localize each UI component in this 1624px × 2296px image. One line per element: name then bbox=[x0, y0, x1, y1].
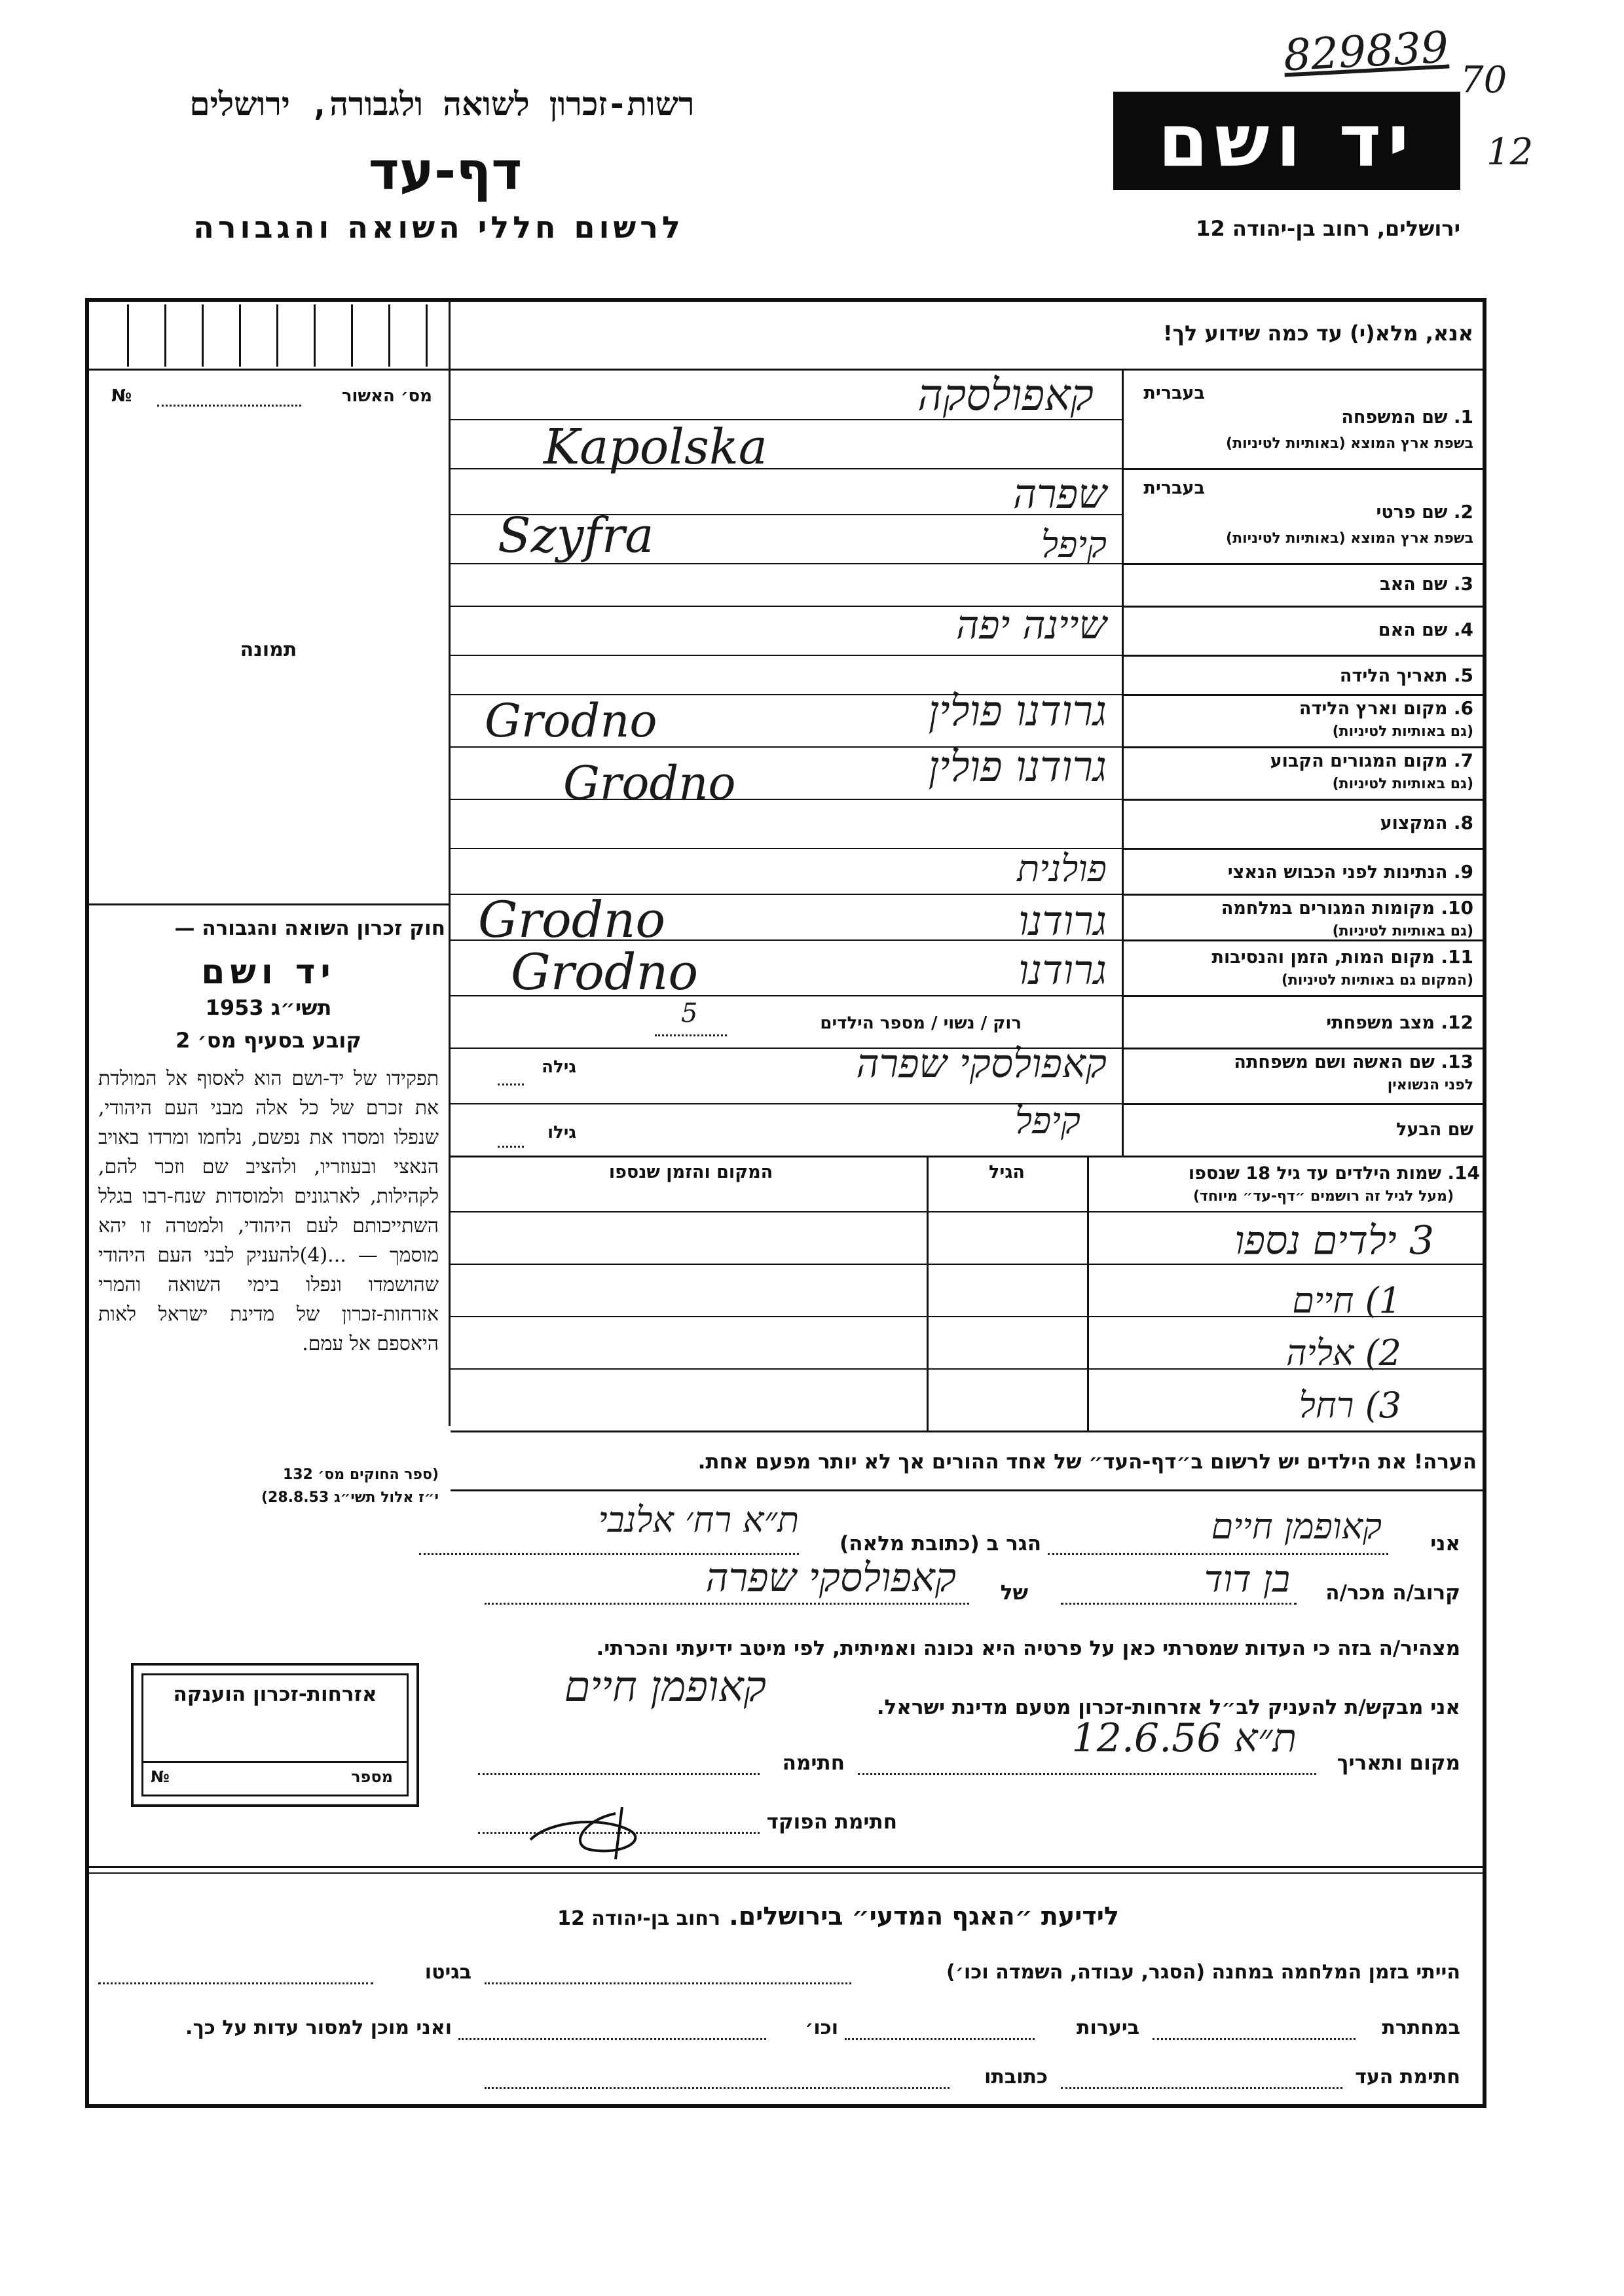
field-3-value[interactable]: קיפל bbox=[1041, 524, 1107, 566]
footer-line2-d: ואני מוכן למסור עדות על כך. bbox=[185, 2016, 452, 2039]
authority-name: רשות-זכרון לשואה ולגבורה, ירושלים bbox=[189, 85, 695, 123]
field-13-num: 13. bbox=[1441, 1051, 1473, 1072]
field-5-num: 5. bbox=[1453, 665, 1473, 686]
declaration-statement: מצהיר/ה בזה כי העדות שמסרתי כאן על פרטיה היא נכונה ואמיתית, לפי מיטב ידיעתי והכרתי. bbox=[596, 1637, 1460, 1660]
approval-no-mark: № bbox=[111, 386, 132, 406]
archive-number: 829839 bbox=[1282, 22, 1450, 81]
field-4-name: שם האם bbox=[1378, 620, 1448, 640]
field-9-label bbox=[1133, 861, 1473, 883]
declaration-of-label: של bbox=[1000, 1581, 1028, 1605]
field-1-num: 1. bbox=[1453, 406, 1473, 428]
husband-value[interactable]: קיפל bbox=[1014, 1100, 1080, 1142]
field-4-value[interactable]: שיינה יפה bbox=[955, 602, 1107, 648]
field-6-label bbox=[1133, 697, 1473, 719]
field-11-heb-value[interactable]: גרודנו bbox=[1018, 946, 1107, 994]
field-6-note: (גם באותיות לטיניות) bbox=[1332, 723, 1473, 740]
field-6-num: 6. bbox=[1453, 697, 1473, 719]
child-3[interactable]: 3) רחל bbox=[1299, 1385, 1401, 1426]
citizenship-box-title: אזרחות-זכרון הוענקה bbox=[173, 1683, 377, 1706]
field-13-name: שם האשה ושם משפחתה bbox=[1234, 1052, 1435, 1072]
field-8-num: 8. bbox=[1453, 812, 1473, 833]
page-title: דף-עד bbox=[368, 141, 523, 202]
field-13-value[interactable]: קאפולסקי שפרה bbox=[856, 1041, 1107, 1087]
photo-label: תמונה bbox=[240, 638, 297, 661]
officer-signature bbox=[524, 1794, 655, 1866]
field-7-name: מקום המגורים הקבוע bbox=[1270, 751, 1448, 771]
field-2-latin-label: בשפת ארץ המוצא (באותיות לטיניות) bbox=[1226, 530, 1473, 547]
field-2-heb-value[interactable]: שפרה bbox=[1012, 470, 1107, 518]
field-12-num: 12. bbox=[1441, 1011, 1473, 1033]
field-1-heb-value[interactable]: קאפולסקה bbox=[917, 370, 1094, 420]
declaration-residing-label: הגר ב (כתובת מלאה) bbox=[840, 1532, 1041, 1556]
field-9-num: 9. bbox=[1453, 861, 1473, 883]
declaration-relative-value[interactable]: בן דוד bbox=[1204, 1558, 1290, 1601]
corner-mark-1: 70 bbox=[1460, 59, 1507, 101]
place-date-label: מקום ותאריך bbox=[1337, 1751, 1460, 1775]
field-1-latin-label: בשפת ארץ המוצא (באותיות לטיניות) bbox=[1226, 435, 1473, 452]
field-12-children-count[interactable]: 5 bbox=[681, 998, 698, 1029]
declaration-i-value[interactable]: קאופמן חיים bbox=[1211, 1506, 1382, 1547]
field-7-note: (גם באותיות לטיניות) bbox=[1332, 776, 1473, 792]
footer-title bbox=[458, 1902, 1218, 1931]
law-title: חוק זכרון השואה והגבורה — bbox=[174, 917, 445, 940]
field-4-label bbox=[1133, 619, 1473, 640]
officer-label: חתימת הפוקד bbox=[766, 1810, 897, 1834]
law-name: יד ושם bbox=[201, 953, 336, 992]
field-13-label bbox=[1133, 1051, 1473, 1072]
field-2-label bbox=[1218, 501, 1473, 522]
law-year: תשי״ג 1953 bbox=[205, 995, 332, 1020]
remark-text: הערה! את הילדים יש לרשום ב״דף-העד״ של אחד ההורים אך לא יותר מפעם אחת. bbox=[697, 1450, 1477, 1474]
footer-line2-c: וכו׳ bbox=[805, 2016, 838, 2039]
yad-vashem-logo bbox=[1113, 92, 1460, 190]
footer-line3-b: כתובתו bbox=[984, 2066, 1048, 2088]
children-header-note[interactable]: 3 ילדים נספו bbox=[1234, 1218, 1434, 1264]
child-2[interactable]: 2) אליה bbox=[1285, 1332, 1401, 1374]
field-10-label bbox=[1133, 897, 1473, 919]
field-1-heb-label: בעברית bbox=[1143, 383, 1205, 403]
corner-mark-2: 12 bbox=[1486, 131, 1534, 173]
children-col-age: הגיל bbox=[989, 1162, 1025, 1182]
declaration-request: אני מבקש/ת להעניק לב״ל אזרחות-זכרון מטעם מדינת ישראל. bbox=[876, 1696, 1460, 1719]
field-9-value[interactable]: פולנית bbox=[1017, 848, 1107, 890]
field-7-label bbox=[1133, 750, 1473, 771]
footer-line1-a: הייתי בזמן המלחמה במחנה (הסגר, עבודה, השמדה וכו׳) bbox=[946, 1961, 1460, 1984]
field-10-heb-value[interactable]: גרודנו bbox=[1018, 897, 1107, 945]
declaration-residing-value[interactable]: ת״א רח׳ אלנבי bbox=[598, 1499, 799, 1540]
field-7-heb-value[interactable]: גרודנו פולין bbox=[928, 743, 1107, 792]
field-9-name: הנתינות לפני הכבוש הנאצי bbox=[1227, 862, 1448, 883]
field-7-num: 7. bbox=[1453, 750, 1473, 771]
approval-number-label: מס׳ האשור bbox=[341, 386, 432, 406]
field-6-name: מקום וארץ הלידה bbox=[1299, 699, 1448, 719]
declaration-relative-label: קרוב/ה מכר/ה bbox=[1325, 1581, 1460, 1605]
field-11-label bbox=[1133, 946, 1473, 968]
field-2-name: שם פרטי bbox=[1376, 502, 1448, 522]
field-13-note: לפני הנשואין bbox=[1387, 1077, 1473, 1093]
children-num: 14. bbox=[1447, 1162, 1480, 1184]
page-subtitle: לרשום חללי השואה והגבורה bbox=[193, 210, 684, 245]
law-clause: קובע בסעיף מס׳ 2 bbox=[175, 1028, 361, 1053]
field-2-num: 2. bbox=[1453, 501, 1473, 522]
field-3-label bbox=[1133, 573, 1473, 594]
field-10-note: (גם באותיות לטיניות) bbox=[1332, 923, 1473, 939]
logo-text: יד ושם bbox=[1158, 99, 1416, 183]
field-7-latin-value[interactable]: Grodno bbox=[563, 756, 736, 810]
child-1[interactable]: 1) חיים bbox=[1292, 1280, 1401, 1321]
footer-address: רחוב בן-יהודה 12 bbox=[557, 1907, 721, 1930]
husband-age-label: גילו bbox=[547, 1123, 576, 1142]
citizenship-box-no: № bbox=[151, 1768, 170, 1786]
footer-line2-a: במחתרת bbox=[1382, 2016, 1460, 2039]
footer-line1-b: בגיטו bbox=[424, 1961, 471, 1984]
field-1-name: שם המשפחה bbox=[1341, 407, 1448, 428]
place-date-value[interactable]: ת״א 12.6.56 bbox=[1071, 1715, 1297, 1761]
field-1-label bbox=[1218, 406, 1473, 428]
field-12-options[interactable]: רוק / נשוי / מספר הילדים bbox=[820, 1013, 1022, 1033]
husband-label: שם הבעל bbox=[1395, 1120, 1473, 1140]
children-note: (מעל לגיל זה רושמים ״דף-עד״ מיוחד) bbox=[1192, 1188, 1454, 1205]
field-13-age-label: גילה bbox=[542, 1057, 576, 1077]
children-col-place: המקום והזמן שנספו bbox=[608, 1162, 773, 1182]
declaration-of-value[interactable]: קאפולסקי שפרה bbox=[705, 1555, 956, 1601]
field-12-name: מצב משפחתי bbox=[1326, 1013, 1435, 1033]
field-8-name: המקצוע bbox=[1380, 813, 1448, 833]
field-6-latin-value[interactable]: Grodno bbox=[485, 694, 657, 748]
field-12-label bbox=[1133, 1011, 1473, 1033]
field-10-latin-value[interactable]: Grodno bbox=[478, 890, 666, 949]
approval-tick-boxes bbox=[92, 304, 445, 367]
instruction: אנא, מלא(י) עד כמה שידוע לך! bbox=[1162, 321, 1473, 346]
footer-title-text: לידיעת ״האגף המדעי״ בירושלים. bbox=[729, 1902, 1119, 1931]
field-4-num: 4. bbox=[1453, 619, 1473, 640]
header-address: ירושלים, רחוב בן-יהודה 12 bbox=[1196, 216, 1460, 241]
field-3-num: 3. bbox=[1453, 573, 1473, 594]
signature-value[interactable]: קאופמן חיים bbox=[564, 1663, 766, 1711]
field-8-label bbox=[1133, 812, 1473, 833]
law-text: תפקידו של יד-ושם הוא לאסוף אל המולדת את זכרם של כל אלה מבני העם היהודי, שנפלו ומסרו את נפשם, נלחמו ומרדו באויב הנאצי ובעוזריו, ולהציב שם וזכר להם, לקהילות, לארגונים ולמוסדות שנח-רבו בגלל השתייכותם לעם היהודי, ולמטרה זו יהא מוסמך — ...(4)להעניק לבני העם היהודי שהושמדו ונפלו בימי השואה והמרי אזרחות-זכרון של מדינת ישראל לאות היאספם אל עמם. bbox=[98, 1067, 439, 1355]
declaration-i-label: אני bbox=[1430, 1532, 1460, 1556]
field-3-name: שם האב bbox=[1380, 574, 1448, 594]
law-source-1: (ספר החוקים מס׳ 132 bbox=[282, 1467, 439, 1483]
children-title bbox=[1094, 1162, 1480, 1184]
field-5-name: תאריך הלידה bbox=[1339, 666, 1448, 686]
footer-line2-b: ביערות bbox=[1077, 2016, 1139, 2039]
field-2-heb-label: בעברית bbox=[1143, 478, 1205, 498]
children-title-text: שמות הילדים עד גיל 18 שנספו bbox=[1188, 1163, 1441, 1184]
field-10-name: מקומות המגורים במלחמה bbox=[1221, 898, 1435, 919]
signature-label: חתימה bbox=[782, 1751, 845, 1775]
field-11-latin-value[interactable]: Grodno bbox=[511, 943, 699, 1001]
field-11-name: מקום המות, הזמן והנסיבות bbox=[1211, 947, 1435, 968]
field-11-note: (המקום גם באותיות לטיניות) bbox=[1281, 972, 1473, 989]
field-5-label bbox=[1133, 665, 1473, 686]
field-10-num: 10. bbox=[1441, 897, 1473, 919]
field-11-num: 11. bbox=[1441, 946, 1473, 968]
footer-line3-a: חתימת העד bbox=[1355, 2066, 1460, 2088]
field-6-heb-value[interactable]: גרודנו פולין bbox=[928, 687, 1107, 736]
field-1-latin-value[interactable]: Kapolska bbox=[544, 419, 767, 475]
field-2-latin-value[interactable]: Szyfra bbox=[498, 507, 654, 564]
law-source-2: י״ז אלול תשי״ג 28.8.53) bbox=[261, 1489, 439, 1506]
citizenship-box-number: מספר bbox=[351, 1768, 393, 1786]
